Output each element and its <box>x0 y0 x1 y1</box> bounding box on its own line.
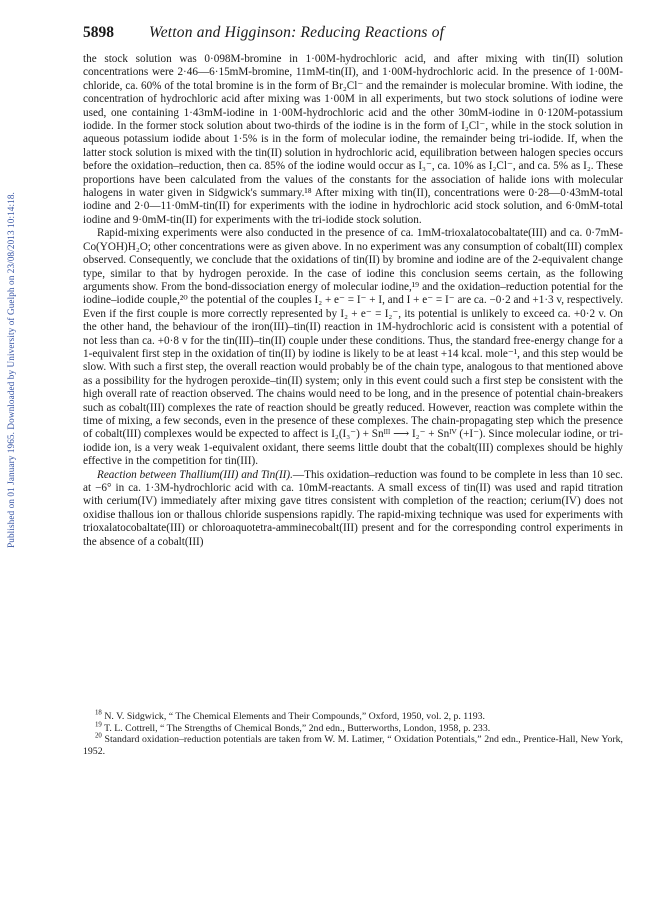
paragraph-thallium-section <box>83 469 623 549</box>
footnote-text: Standard oxidation–reduction potentials are taken from W. M. Latimer, “ Oxidation Potentials,” 2nd edn., Prentice-Hall, New York, 1952. <box>83 734 623 757</box>
article-body <box>83 53 623 549</box>
publication-stamp <box>4 140 18 600</box>
section-heading: Reaction between Thallium(III) and Tin(II). <box>97 468 293 481</box>
journal-page <box>83 24 624 757</box>
footnote-mark: 18 <box>95 709 102 717</box>
footnotes <box>83 711 623 757</box>
running-title: Wetton and Higginson: Reducing Reactions of <box>149 24 445 41</box>
page-number: 5898 <box>83 24 114 41</box>
footnote-text: N. V. Sidgwick, “ The Chemical Elements and Their Compounds,” Oxford, 1950, vol. 2, p. 1193. <box>104 711 485 722</box>
publication-stamp-text: Published on 01 January 1965. Downloaded by University of Guelph on 23/08/2013 10:14:18. <box>6 192 17 548</box>
footnote-item <box>83 711 623 723</box>
footnote-text: T. L. Cottrell, “ The Strengths of Chemical Bonds,” 2nd edn., Butterworths, London, 1958, p. 233. <box>104 722 491 734</box>
footnote-mark: 19 <box>95 721 102 729</box>
paragraph-continued: the stock solution was 0·098M-bromine in 1·00M-hydrochloric acid, and after mixing with tin(II) solution concentrations were 2·46—6·15mM-bromine, 11mM-tin(II), and 1·00M-hydrochloric acid. In the presence of 1·00M-chloride, ca. 60% of the total bromine is in the form of Br₂Cl⁻ and the remainder is molecular bromine. With iodine, the concentration of hydrochloric acid after mixing was 1·00M in all experiments, but two stock solutions of iodine were used, one containing 1·43mM-iodine in 1·00M-hydrochloric acid and the other 30mM-iodine in 0·120M-potassium iodide. In the former stock solution about two-thirds of the iodine is in the form of I₂Cl⁻, while in the stock solution in aqueous potassium iodide about 1·5% is in the form of molecular iodine, the remainder being tri-iodide. If, when the latter stock solution is mixed with the tin(II) solution in hydrochloric acid, equilibration between halogen species occurs before the oxidation–reduction, then ca. 85% of the iodine would occur as I₃⁻, ca. 10% as I₂Cl⁻, and ca. 5% as I₂. These proportions have been calculated from the values of the constants for the association of halide ions with molecular halogens in water given in Sidgwick's summary.¹⁸ After mixing with tin(II), concentrations were 0·28—0·43mM-total iodine and 2·0—11·0mM-tin(II) for experiments with the iodine in hydrochloric acid stock solution, and 6·0mM-total iodine and 9·0mM-tin(II) for experiments with the tri-iodide stock solution. <box>83 53 623 226</box>
footnote-mark: 20 <box>95 732 102 740</box>
footnote-item <box>83 723 623 735</box>
running-header <box>83 24 623 46</box>
paragraph-rapid-mixing: Rapid-mixing experiments were also conducted in the presence of ca. 1mM-trioxalatocobaltate(III) and ca. 0·7mM-Co(YOH)H₂O; other concentrations were as given above. In no experiment was any consumption of cobalt(III) complex observed. Consequently, we conclude that the oxidations of tin(II) by bromine and iodine are of the 2-equivalent change type, similar to that by hydrogen peroxide. In the case of iodine this conclusion seems certain, as the following arguments show. From the bond-dissociation energy of molecular iodine,¹⁹ and the oxidation–reduction potential for the iodine–iodide couple,²⁰ the potential of the couples I₂ + e⁻ = I⁻ + I, and I + e⁻ = I⁻ are ca. −0·2 and +1·3 v, respectively. Even if the first couple is more correctly represented by I₂ + e⁻ = I₂⁻, its potential is unlikely to exceed ca. +0·2 v. On the other hand, the behaviour of the iron(III)–tin(II) reaction in 1M-hydrochloric acid is consistent with a potential of not less than ca. +0·8 v for the tin(III)–tin(II) couple under these conditions. Thus, the standard free-energy change for a 1-equivalent first step in the oxidation of tin(II) by iodine is likely to be at least +14 kcal. mole⁻¹, and this step would be slow. With such a first step, the overall reaction would probably be of the chain type, analogous to that mentioned above as a possibility for the hydrogen peroxide–tin(II) system; only in this event could such a first step be consistent with the high overall rate of reaction observed. The chains would need to be long, and in the presence of potential chain-breakers such as cobalt(III) complexes the rate of reaction should be greatly reduced. However, reaction was complete within the time of mixing, a few seconds, even in the presence of these complexes. The chain-propagating step which the presence of cobalt(III) complexes would be expected to affect is I₂(I₃⁻) + Snᴵᴵᴵ ⟶ I₂⁻ + Snᴵⱽ (+I⁻). Since molecular iodine, or tri-iodide ion, is a very weak 1-equivalent oxidant, there seems little doubt that the cobalt(III) complexes should be highly effective in the competition for tin(III). <box>83 227 624 468</box>
footnote-item <box>83 734 623 757</box>
section-text: —This oxidation–reduction was found to be complete in less than 10 sec. at −6° in ca. 1·3M-hydrochloric acid with ca. 10mM-reactants. A small excess of tin(II) was used and rapid titration with cerium(IV) immediately after mixing gave titres consistent with completion of the reaction; cerium(IV) does not oxidise thallous ion or thallous chloride suspensions rapidly. The rapid-mixing technique was used for experiments with trioxalatocobaltate(III) or chloroaquotetra-amminecobalt(III) present and for the corresponding control experiments in the absence of a cobalt(III) <box>83 468 623 548</box>
